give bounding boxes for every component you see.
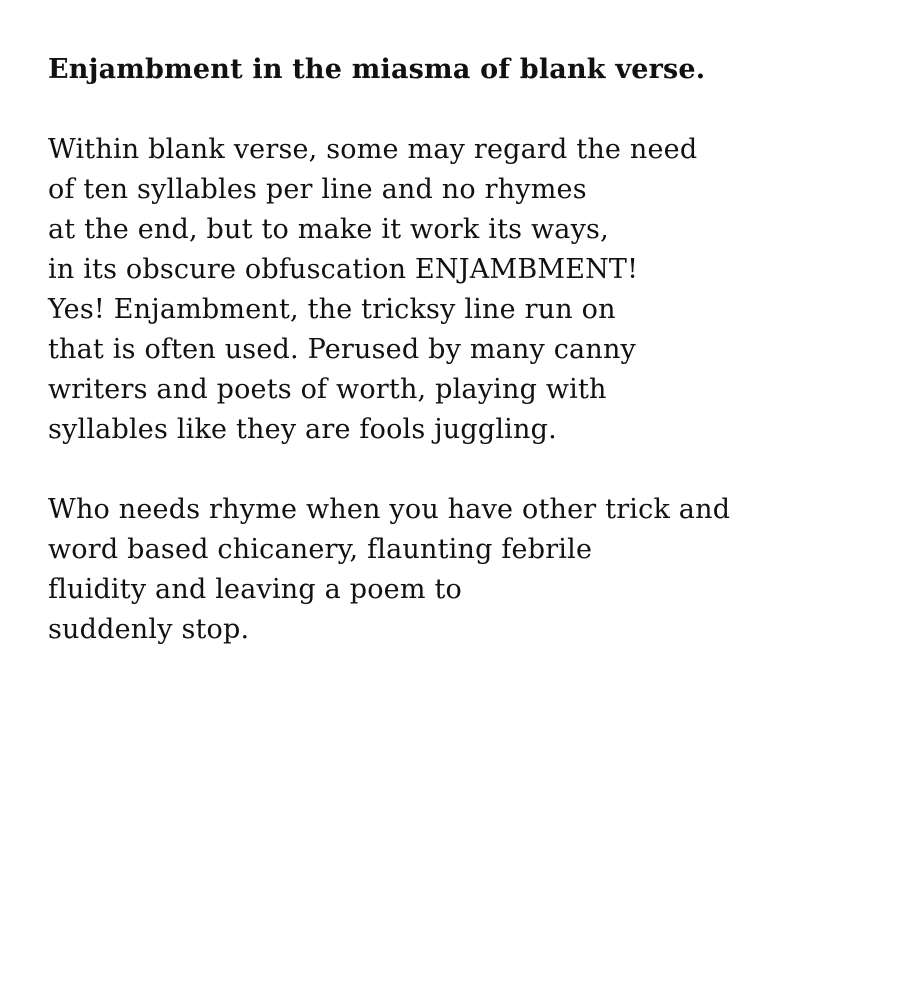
poem-line: fluidity and leaving a poem to — [48, 574, 462, 605]
poem-line: writers and poets of worth, playing with — [48, 374, 607, 405]
poem-title: Enjambment in the miasma of blank verse. — [48, 54, 706, 85]
poem-line: in its obscure obfuscation ENJAMBMENT! — [48, 254, 639, 285]
poem-line: at the end, but to make it work its ways, — [48, 214, 609, 245]
poem-stanza-1 — [48, 130, 860, 450]
poem-content — [48, 50, 860, 690]
poem-stanza-2 — [48, 490, 860, 650]
poem-line: that is often used. Perused by many canny — [48, 334, 636, 365]
poem-line: Who needs rhyme when you have other trick and — [48, 494, 731, 525]
poem-line: word based chicanery, flaunting febrile — [48, 534, 593, 565]
poem-line: Within blank verse, some may regard the need — [48, 134, 698, 165]
poem-line: Yes! Enjambment, the tricksy line run on — [48, 294, 616, 325]
poem-line: of ten syllables per line and no rhymes — [48, 174, 587, 205]
poem-line: suddenly stop. — [48, 614, 250, 645]
poem-line: syllables like they are fools juggling. — [48, 414, 557, 445]
